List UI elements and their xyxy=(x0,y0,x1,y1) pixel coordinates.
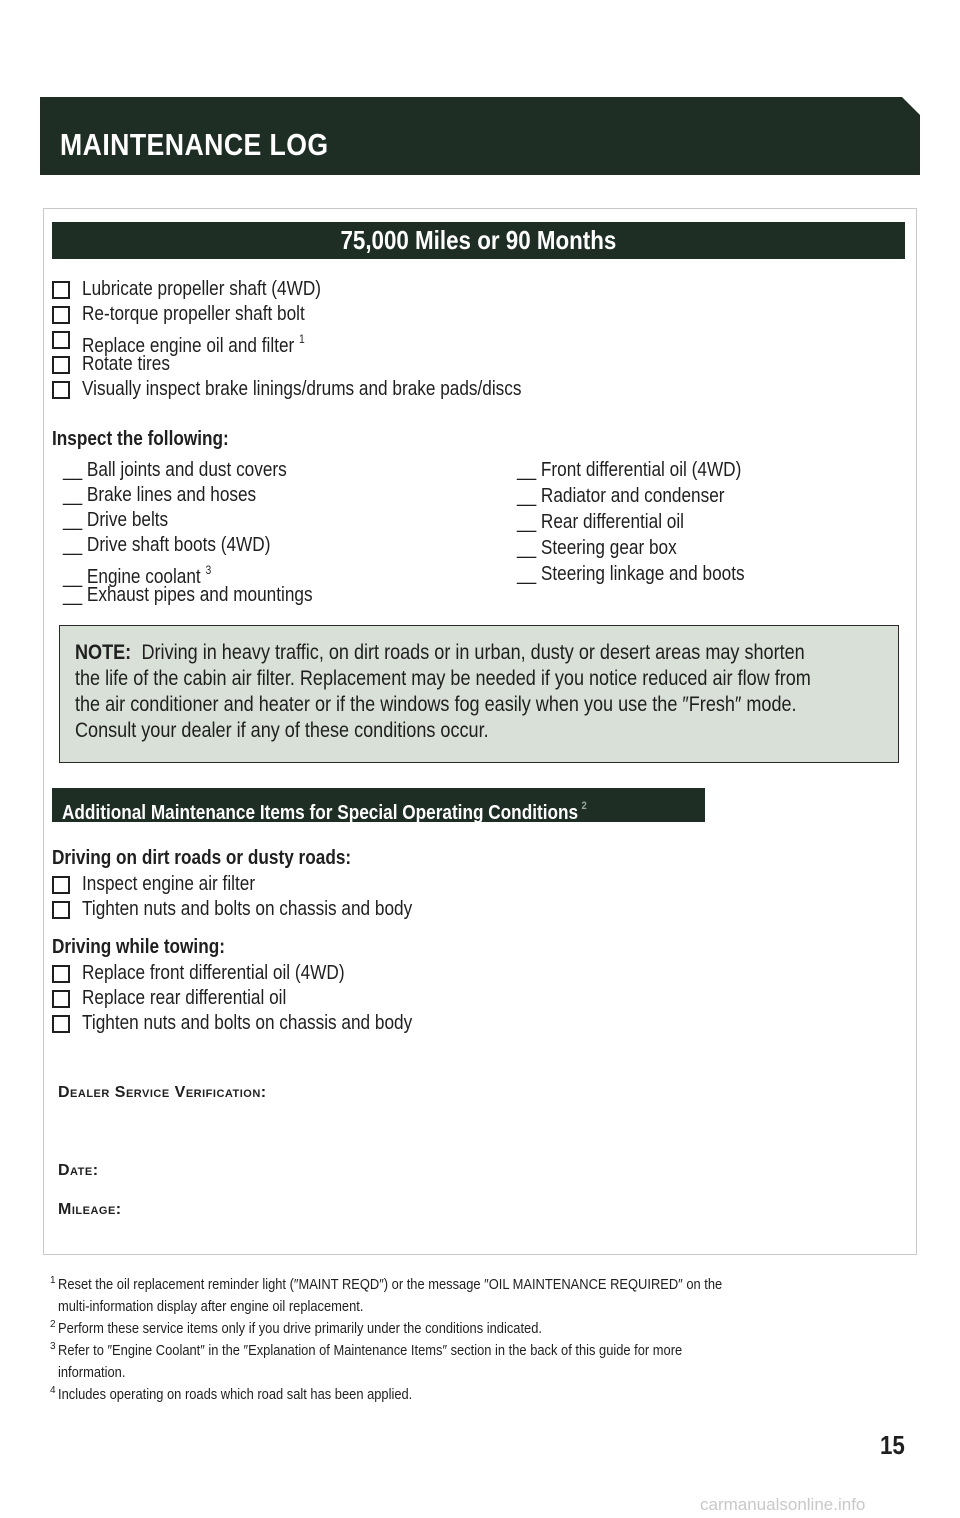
mileage-label: Mileage: xyxy=(58,1201,122,1218)
inspect-item: __ Steering gear box xyxy=(517,537,677,559)
checkbox[interactable] xyxy=(52,306,70,324)
footnotes xyxy=(50,1274,910,1406)
footnote: 2 Perform these service items only if you drive primarily under the conditions indicated. xyxy=(50,1319,542,1337)
date-label: Date: xyxy=(58,1162,99,1179)
checkbox[interactable] xyxy=(52,876,70,894)
inspect-item: __ Rear differential oil xyxy=(517,511,685,533)
group-heading: Driving while towing: xyxy=(52,936,225,958)
footnote-ref: 2 xyxy=(581,800,587,812)
inspect-item: __ Front differential oil (4WD) xyxy=(517,459,742,481)
checkbox[interactable] xyxy=(52,331,70,349)
footnote: 4 Includes operating on roads which road salt has been applied. xyxy=(50,1385,413,1403)
checkbox[interactable] xyxy=(52,381,70,399)
inspect-item: __ Radiator and condenser xyxy=(517,485,725,507)
inspect-item: __ Brake lines and hoses xyxy=(63,484,257,506)
checkbox[interactable] xyxy=(52,901,70,919)
watermark: carmanualsonline.info xyxy=(700,1495,866,1514)
page-number: 15 xyxy=(880,1430,905,1460)
footnote: 3 Refer to ″Engine Coolant″ in the ″Explanation of Maintenance Items″ section in the back of this guide for more information. xyxy=(50,1341,683,1381)
inspect-item: __ Ball joints and dust covers xyxy=(63,459,287,481)
additional-title: Additional Maintenance Items for Special Operating Conditions $^2$ xyxy=(62,800,587,824)
inspect-list-left xyxy=(63,458,353,608)
checkbox[interactable] xyxy=(52,281,70,299)
inspect-item: __ Drive belts xyxy=(63,509,169,531)
inspect-item: __ Steering linkage and boots xyxy=(517,563,745,585)
inspect-item: __ Engine coolant $^3$ xyxy=(63,563,212,588)
checkbox[interactable] xyxy=(52,990,70,1008)
footnote-ref: 3 xyxy=(205,563,212,577)
checkbox[interactable] xyxy=(52,356,70,374)
inspect-item: __ Exhaust pipes and mountings xyxy=(63,584,313,606)
interval-bar xyxy=(52,222,905,259)
interval-title: 75,000 Miles or 90 Months xyxy=(340,225,617,255)
footnote: 1 Reset the oil replacement reminder light (″MAINT REQD″) or the message ″OIL MAINTENANCE REQUIRED″ on the multi-information display after engine oil replacement. xyxy=(50,1275,723,1315)
dealer-verification-label: Dealer Service Verification: xyxy=(58,1084,267,1101)
additional-bar xyxy=(52,788,705,822)
checkbox[interactable] xyxy=(52,965,70,983)
checkbox[interactable] xyxy=(52,1015,70,1033)
page-title: MAINTENANCE LOG xyxy=(60,127,329,162)
note-box: NOTE: Driving in heavy traffic, on dirt roads or in urban, dusty or desert areas may shorten the life of the cabin air filter. Replacement may be needed if you notice reduced air flow from the air conditioner and heater or if the windows fog easily when you use the ″Fresh″ mode. Consult your dealer if any of these conditions occur. xyxy=(59,625,899,763)
inspect-heading: Inspect the following: xyxy=(52,428,229,450)
inspect-item: __ Drive shaft boots (4WD) xyxy=(63,534,271,556)
footnote-ref: 1 xyxy=(299,332,305,346)
note-label: NOTE: xyxy=(75,641,132,664)
inspect-list-right xyxy=(517,457,782,587)
group-heading: Driving on dirt roads or dusty roads: xyxy=(52,847,352,869)
